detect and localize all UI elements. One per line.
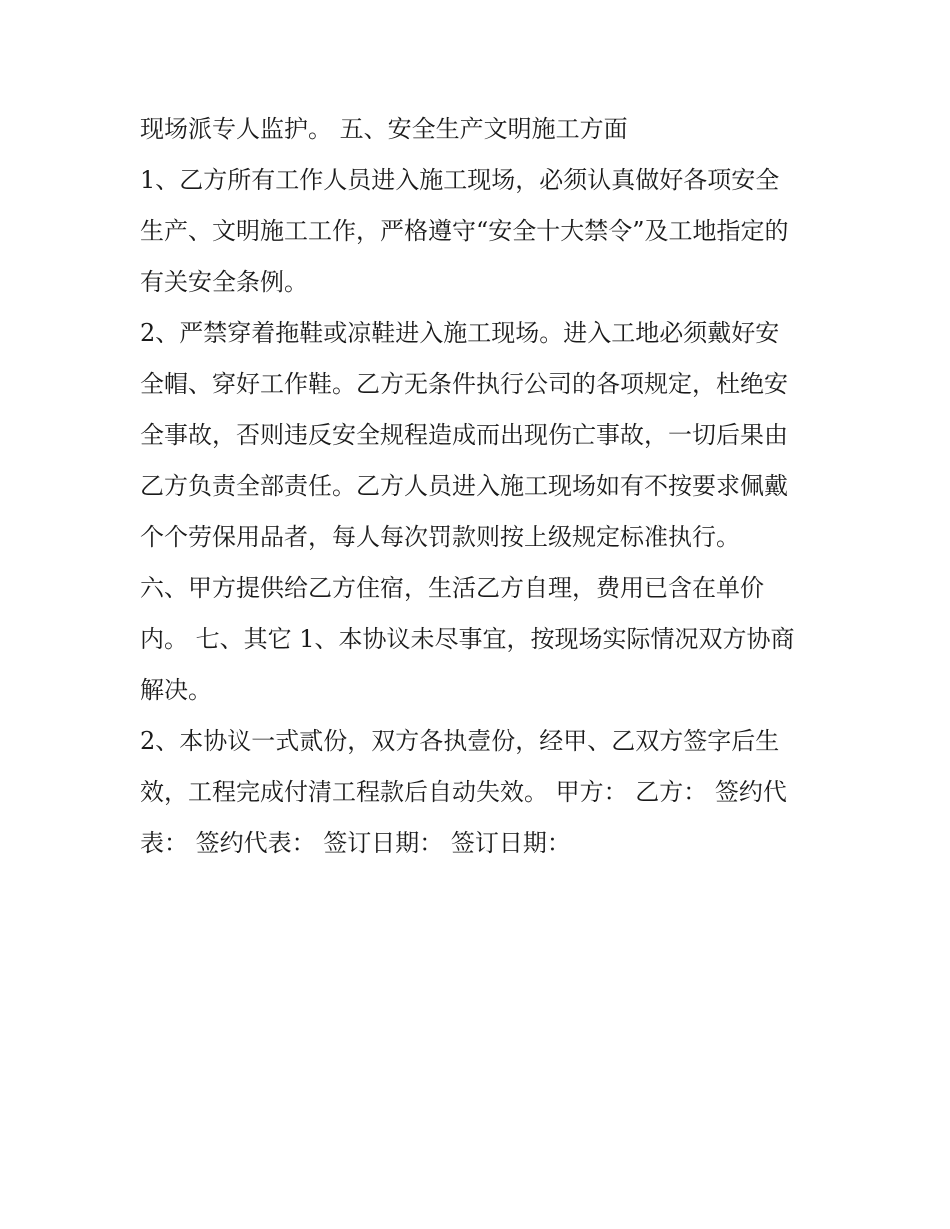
text-line: 现场派专人监护。 五、安全生产文明施工方面: [140, 115, 628, 143]
text-line: 全事故，否则违反安全规程造成而出现伤亡事故，一切后果由: [140, 421, 788, 449]
text-line: 效，工程完成付清工程款后自动失效。 甲方： 乙方： 签约代: [140, 778, 787, 806]
text-line: 六、甲方提供给乙方住宿，生活乙方自理，费用已含在单价: [140, 574, 764, 602]
text-line: 表： 签约代表： 签订日期： 签订日期：: [140, 829, 571, 857]
document-body: [140, 104, 820, 869]
text-line: 个个劳保用品者，每人每次罚款则按上级规定标准执行。: [140, 523, 740, 551]
text-line: 有关安全条例。: [140, 268, 308, 296]
text-line: 生产、文明施工工作，严格遵守“安全十大禁令”及工地指定的: [140, 217, 789, 245]
text-line: 1、乙方所有工作人员进入施工现场，必须认真做好各项安全: [140, 166, 780, 194]
text-line: 解决。: [140, 676, 212, 704]
text-line: 乙方负责全部责任。乙方人员进入施工现场如有不按要求佩戴: [140, 472, 788, 500]
text-line: 2、严禁穿着拖鞋或凉鞋进入施工现场。进入工地必须戴好安: [140, 319, 780, 347]
text-line: 2、本协议一式贰份，双方各执壹份，经甲、乙双方签字后生: [140, 727, 780, 755]
text-line: 全帽、穿好工作鞋。乙方无条件执行公司的各项规定，杜绝安: [140, 370, 788, 398]
text-line: 内。 七、其它 1、本协议未尽事宜，按现场实际情况双方协商: [140, 625, 795, 653]
